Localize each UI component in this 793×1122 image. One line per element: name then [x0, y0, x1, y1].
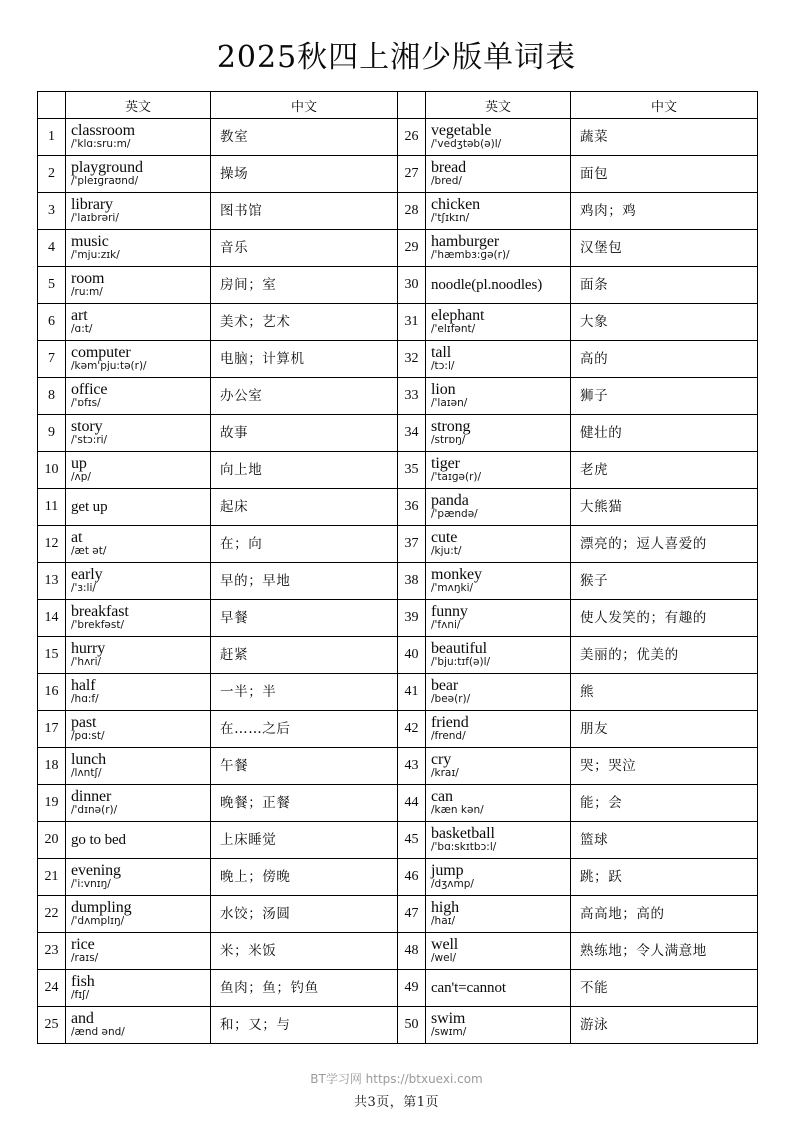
chinese-cell: 上床睡觉 [211, 822, 398, 859]
phonetic-transcription: /'i:vnɪŋ/ [71, 878, 111, 891]
row-number: 38 [398, 563, 426, 600]
row-number: 28 [398, 193, 426, 230]
english-cell [426, 156, 571, 193]
english-word: get up [71, 498, 108, 515]
row-number: 7 [38, 341, 66, 378]
row-number: 29 [398, 230, 426, 267]
row-number: 48 [398, 933, 426, 970]
phonetic-transcription: /'laɪbrəri/ [71, 212, 119, 225]
english-word: and [71, 1010, 94, 1028]
english-cell [66, 896, 211, 933]
english-word: computer [71, 344, 131, 362]
row-number: 42 [398, 711, 426, 748]
row-number: 17 [38, 711, 66, 748]
phonetic-transcription: /'bju:tɪf(ə)l/ [431, 656, 491, 669]
chinese-cell: 健壮的 [571, 415, 758, 452]
header-english-left: 英文 [66, 92, 211, 119]
english-cell [66, 526, 211, 563]
chinese-cell: 蔬菜 [571, 119, 758, 156]
table-row [38, 489, 758, 526]
phonetic-transcription: /'mʌŋki/ [431, 582, 474, 595]
english-word: hamburger [431, 233, 500, 251]
row-number: 16 [38, 674, 66, 711]
row-number: 43 [398, 748, 426, 785]
table-row [38, 563, 758, 600]
table-row [38, 933, 758, 970]
phonetic-transcription: /æt ət/ [71, 545, 107, 558]
english-cell [426, 1007, 571, 1044]
phonetic-transcription: /'dɪnə(r)/ [71, 804, 118, 817]
row-number: 4 [38, 230, 66, 267]
english-cell [426, 378, 571, 415]
chinese-cell: 漂亮的；逗人喜爱的 [571, 526, 758, 563]
row-number: 8 [38, 378, 66, 415]
chinese-cell: 和；又；与 [211, 1007, 398, 1044]
english-word: story [71, 418, 103, 436]
table-row [38, 156, 758, 193]
english-cell [426, 637, 571, 674]
chinese-cell: 向上地 [211, 452, 398, 489]
row-number: 45 [398, 822, 426, 859]
chinese-cell: 熊 [571, 674, 758, 711]
table-row [38, 415, 758, 452]
row-number: 46 [398, 859, 426, 896]
chinese-cell: 老虎 [571, 452, 758, 489]
english-cell [66, 600, 211, 637]
chinese-cell: 猴子 [571, 563, 758, 600]
english-cell [426, 341, 571, 378]
row-number: 50 [398, 1007, 426, 1044]
row-number: 20 [38, 822, 66, 859]
page-title: 2025秋四上湘少版单词表 [216, 40, 577, 75]
chinese-cell: 高高地；高的 [571, 896, 758, 933]
row-number: 27 [398, 156, 426, 193]
phonetic-transcription: /'ɜ:li/ [71, 582, 96, 595]
chinese-cell: 熟练地；令人满意地 [571, 933, 758, 970]
english-word: jump [431, 862, 464, 880]
chinese-cell: 汉堡包 [571, 230, 758, 267]
table-header-row [38, 92, 758, 119]
english-cell [426, 822, 571, 859]
chinese-cell: 早的；早地 [211, 563, 398, 600]
table-row [38, 674, 758, 711]
chinese-cell: 米；米饭 [211, 933, 398, 970]
row-number: 6 [38, 304, 66, 341]
english-word: music [71, 233, 109, 251]
header-chinese-left: 中文 [211, 92, 398, 119]
phonetic-transcription: /raɪs/ [71, 952, 99, 965]
phonetic-transcription: /ɑ:t/ [71, 323, 93, 336]
table-row [38, 600, 758, 637]
row-number: 30 [398, 267, 426, 304]
phonetic-transcription: /wel/ [431, 952, 457, 965]
english-word: cry [431, 751, 452, 769]
english-word: tall [431, 344, 452, 362]
chinese-cell: 教室 [211, 119, 398, 156]
phonetic-transcription: /'dʌmplɪŋ/ [71, 915, 125, 928]
phonetic-transcription: /'laɪən/ [431, 397, 468, 410]
phonetic-transcription: /ru:m/ [71, 286, 103, 299]
chinese-cell: 面条 [571, 267, 758, 304]
english-word: early [71, 566, 103, 584]
english-word: bread [431, 159, 467, 177]
phonetic-transcription: /frend/ [431, 730, 466, 743]
english-cell [66, 452, 211, 489]
english-word: office [71, 381, 108, 399]
english-cell [66, 304, 211, 341]
row-number: 47 [398, 896, 426, 933]
chinese-cell: 房间；室 [211, 267, 398, 304]
english-word: art [71, 307, 88, 325]
chinese-cell: 鸡肉；鸡 [571, 193, 758, 230]
phonetic-transcription: /'pleɪɡraʊnd/ [71, 175, 139, 188]
row-number: 9 [38, 415, 66, 452]
footer-pagination: 共3页，第1页 [353, 1095, 440, 1110]
chinese-cell: 晚餐；正餐 [211, 785, 398, 822]
english-cell [426, 267, 571, 304]
phonetic-transcription: /kju:t/ [431, 545, 462, 558]
table-row [38, 970, 758, 1007]
chinese-cell: 晚上；傍晚 [211, 859, 398, 896]
table-row [38, 785, 758, 822]
row-number: 1 [38, 119, 66, 156]
english-word: friend [431, 714, 469, 732]
phonetic-transcription: /'klɑ:sru:m/ [71, 138, 131, 151]
row-number: 18 [38, 748, 66, 785]
row-number: 14 [38, 600, 66, 637]
english-cell [66, 822, 211, 859]
phonetic-transcription: /'tʃɪkɪn/ [431, 212, 470, 225]
phonetic-transcription: /'brekfəst/ [71, 619, 124, 632]
english-cell [426, 563, 571, 600]
phonetic-transcription: /ʌp/ [71, 471, 91, 484]
english-word: past [71, 714, 97, 732]
phonetic-transcription: /'mju:zɪk/ [71, 249, 120, 262]
phonetic-transcription: /swɪm/ [431, 1026, 467, 1039]
chinese-cell: 不能 [571, 970, 758, 1007]
row-number: 35 [398, 452, 426, 489]
row-number: 37 [398, 526, 426, 563]
english-cell [426, 970, 571, 1007]
english-word: lion [431, 381, 456, 399]
table-row [38, 526, 758, 563]
english-word: basketball [431, 825, 495, 843]
table-row [38, 230, 758, 267]
english-cell [426, 748, 571, 785]
table-row [38, 193, 758, 230]
english-cell [426, 785, 571, 822]
english-cell [426, 600, 571, 637]
chinese-cell: 哭；哭泣 [571, 748, 758, 785]
header-num-left [38, 92, 66, 119]
row-number: 10 [38, 452, 66, 489]
phonetic-transcription: /'fʌni/ [431, 619, 461, 632]
english-cell [426, 859, 571, 896]
chinese-cell: 水饺；汤圆 [211, 896, 398, 933]
phonetic-transcription: /beə(r)/ [431, 693, 471, 706]
english-cell [66, 563, 211, 600]
english-cell [66, 230, 211, 267]
phonetic-transcription: /'hʌri/ [71, 656, 102, 669]
row-number: 49 [398, 970, 426, 1007]
table-row [38, 859, 758, 896]
row-number: 31 [398, 304, 426, 341]
english-word: strong [431, 418, 471, 436]
row-number: 26 [398, 119, 426, 156]
english-word: can [431, 788, 453, 806]
english-word: chicken [431, 196, 481, 214]
english-cell [426, 230, 571, 267]
english-word: library [71, 196, 113, 214]
chinese-cell: 电脑；计算机 [211, 341, 398, 378]
chinese-cell: 图书馆 [211, 193, 398, 230]
english-word: dinner [71, 788, 112, 806]
english-word: go to bed [71, 831, 126, 848]
chinese-cell: 跳；跃 [571, 859, 758, 896]
english-cell [66, 193, 211, 230]
english-word: fish [71, 973, 95, 991]
english-cell [426, 933, 571, 970]
chinese-cell: 故事 [211, 415, 398, 452]
english-word: breakfast [71, 603, 129, 621]
phonetic-transcription: /strɒŋ/ [431, 434, 466, 447]
chinese-cell: 起床 [211, 489, 398, 526]
english-word: can't=cannot [431, 979, 506, 996]
phonetic-transcription: /'taɪɡə(r)/ [431, 471, 482, 484]
row-number: 2 [38, 156, 66, 193]
phonetic-transcription: /bred/ [431, 175, 462, 188]
phonetic-transcription: /hɑ:f/ [71, 693, 99, 706]
phonetic-transcription: /tɔ:l/ [431, 360, 455, 373]
header-chinese-right: 中文 [571, 92, 758, 119]
row-number: 32 [398, 341, 426, 378]
english-cell [66, 637, 211, 674]
english-word: high [431, 899, 460, 917]
chinese-cell: 篮球 [571, 822, 758, 859]
row-number: 11 [38, 489, 66, 526]
chinese-cell: 美丽的；优美的 [571, 637, 758, 674]
row-number: 5 [38, 267, 66, 304]
english-word: bear [431, 677, 459, 695]
phonetic-transcription: /'elɪfənt/ [431, 323, 476, 336]
header-num-right [398, 92, 426, 119]
chinese-cell: 操场 [211, 156, 398, 193]
phonetic-transcription: /ænd ənd/ [71, 1026, 125, 1039]
english-word: vegetable [431, 122, 492, 140]
english-cell [426, 489, 571, 526]
row-number: 22 [38, 896, 66, 933]
table-row [38, 1007, 758, 1044]
english-cell [66, 970, 211, 1007]
chinese-cell: 面包 [571, 156, 758, 193]
table-row [38, 304, 758, 341]
english-word: lunch [71, 751, 107, 769]
chinese-cell: 午餐 [211, 748, 398, 785]
chinese-cell: 大熊猫 [571, 489, 758, 526]
chinese-cell: 在；向 [211, 526, 398, 563]
english-cell [66, 341, 211, 378]
english-cell [66, 674, 211, 711]
table-row [38, 711, 758, 748]
english-word: up [71, 455, 87, 473]
row-number: 25 [38, 1007, 66, 1044]
row-number: 13 [38, 563, 66, 600]
english-cell [66, 415, 211, 452]
english-word: dumpling [71, 899, 132, 917]
english-cell [426, 193, 571, 230]
english-word: half [71, 677, 96, 695]
phonetic-transcription: /pɑ:st/ [71, 730, 105, 743]
english-word: panda [431, 492, 469, 510]
row-number: 39 [398, 600, 426, 637]
english-word: well [431, 936, 459, 954]
phonetic-transcription: /'stɔ:ri/ [71, 434, 108, 447]
table-row [38, 267, 758, 304]
english-cell [66, 859, 211, 896]
english-word: playground [71, 159, 143, 177]
english-cell [66, 785, 211, 822]
english-cell [426, 674, 571, 711]
chinese-cell: 游泳 [571, 1007, 758, 1044]
chinese-cell: 美术；艺术 [211, 304, 398, 341]
english-word: classroom [71, 122, 135, 140]
english-cell [426, 304, 571, 341]
english-cell [66, 1007, 211, 1044]
english-word: cute [431, 529, 458, 547]
english-word: swim [431, 1010, 466, 1028]
english-word: funny [431, 603, 468, 621]
table-row [38, 378, 758, 415]
phonetic-transcription: /lʌntʃ/ [71, 767, 102, 780]
table-row [38, 748, 758, 785]
chinese-cell: 早餐 [211, 600, 398, 637]
phonetic-transcription: /'vedʒtəb(ə)l/ [431, 138, 502, 151]
english-word: tiger [431, 455, 460, 473]
chinese-cell: 使人发笑的；有趣的 [571, 600, 758, 637]
row-number: 40 [398, 637, 426, 674]
chinese-cell: 在……之后 [211, 711, 398, 748]
row-number: 36 [398, 489, 426, 526]
phonetic-transcription: /kæn kən/ [431, 804, 484, 817]
english-cell [426, 896, 571, 933]
phonetic-transcription: /'bɑ:skɪtbɔ:l/ [431, 841, 497, 854]
english-cell [66, 711, 211, 748]
english-cell [66, 933, 211, 970]
phonetic-transcription: /haɪ/ [431, 915, 456, 928]
chinese-cell: 高的 [571, 341, 758, 378]
row-number: 3 [38, 193, 66, 230]
phonetic-transcription: /kəm'pju:tə(r)/ [71, 360, 147, 373]
phonetic-transcription: /kraɪ/ [431, 767, 459, 780]
phonetic-transcription: /'hæmbɜ:ɡə(r)/ [431, 249, 510, 262]
row-number: 15 [38, 637, 66, 674]
chinese-cell: 音乐 [211, 230, 398, 267]
phonetic-transcription: /'pændə/ [431, 508, 478, 521]
row-number: 34 [398, 415, 426, 452]
row-number: 33 [398, 378, 426, 415]
english-cell [426, 452, 571, 489]
english-cell [66, 119, 211, 156]
english-word: evening [71, 862, 121, 880]
table-row [38, 637, 758, 674]
chinese-cell: 赶紧 [211, 637, 398, 674]
english-cell [426, 415, 571, 452]
chinese-cell: 能；会 [571, 785, 758, 822]
english-cell [426, 711, 571, 748]
table-row [38, 452, 758, 489]
chinese-cell: 一半；半 [211, 674, 398, 711]
english-word: room [71, 270, 105, 288]
row-number: 21 [38, 859, 66, 896]
table-row [38, 822, 758, 859]
footer-site-credit: BT学习网 https://btxuexi.com [310, 1072, 483, 1086]
english-word: noodle(pl.noodles) [431, 276, 543, 293]
row-number: 24 [38, 970, 66, 1007]
english-cell [426, 119, 571, 156]
chinese-cell: 朋友 [571, 711, 758, 748]
english-cell [66, 748, 211, 785]
vocabulary-table [37, 91, 758, 1044]
english-word: at [71, 529, 83, 547]
row-number: 12 [38, 526, 66, 563]
chinese-cell: 大象 [571, 304, 758, 341]
english-word: rice [71, 936, 95, 954]
english-word: elephant [431, 307, 485, 325]
header-english-right: 英文 [426, 92, 571, 119]
english-word: hurry [71, 640, 106, 658]
row-number: 23 [38, 933, 66, 970]
english-cell [66, 267, 211, 304]
row-number: 19 [38, 785, 66, 822]
english-cell [66, 489, 211, 526]
row-number: 41 [398, 674, 426, 711]
english-cell [426, 526, 571, 563]
chinese-cell: 狮子 [571, 378, 758, 415]
english-cell [66, 156, 211, 193]
table-row [38, 341, 758, 378]
row-number: 44 [398, 785, 426, 822]
chinese-cell: 鱼肉；鱼；钓鱼 [211, 970, 398, 1007]
english-word: monkey [431, 566, 482, 584]
phonetic-transcription: /dʒʌmp/ [431, 878, 474, 891]
english-cell [66, 378, 211, 415]
phonetic-transcription: /fɪʃ/ [71, 989, 90, 1002]
chinese-cell: 办公室 [211, 378, 398, 415]
table-row [38, 119, 758, 156]
english-word: beautiful [431, 640, 487, 658]
phonetic-transcription: /'ɒfɪs/ [71, 397, 101, 410]
table-row [38, 896, 758, 933]
